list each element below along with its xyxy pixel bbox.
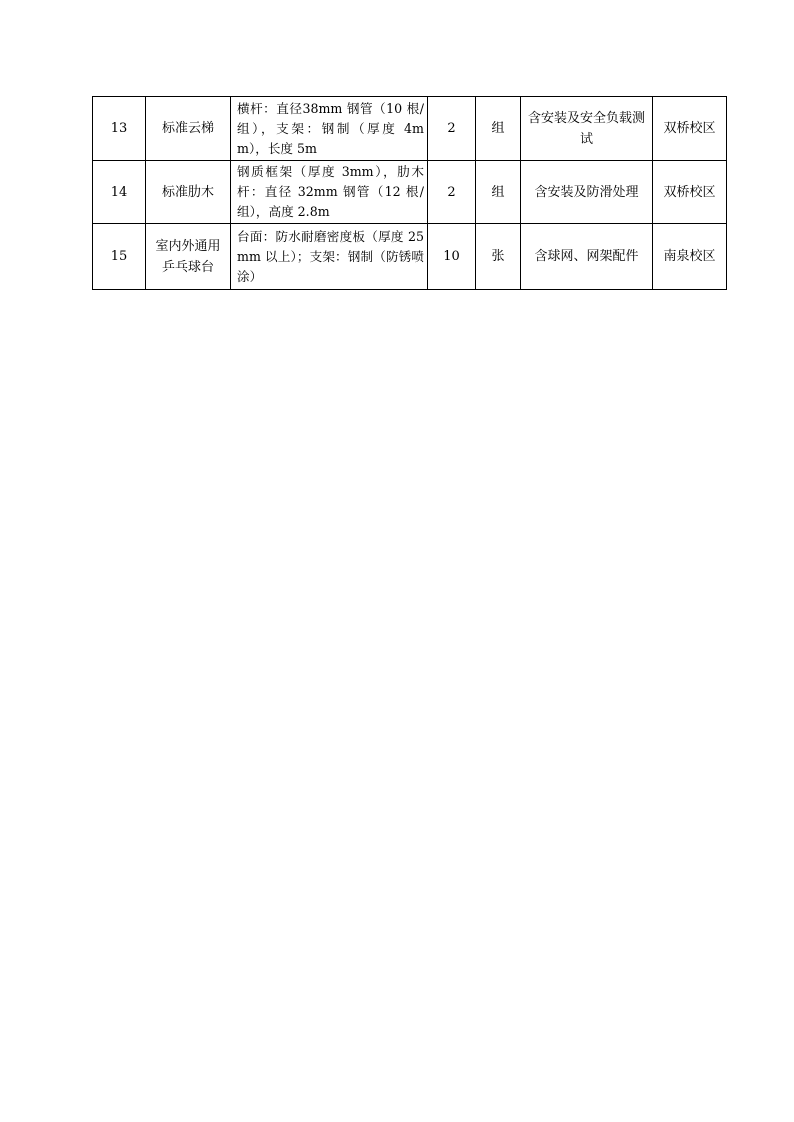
row-number: 13 (93, 97, 146, 161)
equipment-spec: 横杆：直径38mm 钢管（10 根/组），支架：钢制（厚度 4mm），长度 5m (231, 97, 428, 161)
equipment-spec: 台面：防水耐磨密度板（厚度 25mm 以上）；支架：钢制（防锈喷涂） (231, 224, 428, 290)
quantity: 10 (428, 224, 476, 290)
equipment-name: 室内外通用乒乓球台 (146, 224, 231, 290)
table-row (93, 97, 727, 161)
table-row (93, 161, 727, 224)
row-number: 14 (93, 161, 146, 224)
row-number: 15 (93, 224, 146, 290)
equipment-name: 标准云梯 (146, 97, 231, 161)
remarks: 含安装及防滑处理 (521, 161, 653, 224)
remarks: 含球网、网架配件 (521, 224, 653, 290)
unit: 张 (476, 224, 521, 290)
campus: 双桥校区 (653, 161, 727, 224)
remarks: 含安装及安全负载测试 (521, 97, 653, 161)
equipment-spec: 钢质框架（厚度 3mm），肋木杆：直径 32mm 钢管（12 根/组），高度 2.8m (231, 161, 428, 224)
unit: 组 (476, 97, 521, 161)
campus: 南泉校区 (653, 224, 727, 290)
quantity: 2 (428, 97, 476, 161)
equipment-name: 标准肋木 (146, 161, 231, 224)
quantity: 2 (428, 161, 476, 224)
table-row (93, 224, 727, 290)
campus: 双桥校区 (653, 97, 727, 161)
unit: 组 (476, 161, 521, 224)
equipment-table (92, 96, 727, 290)
